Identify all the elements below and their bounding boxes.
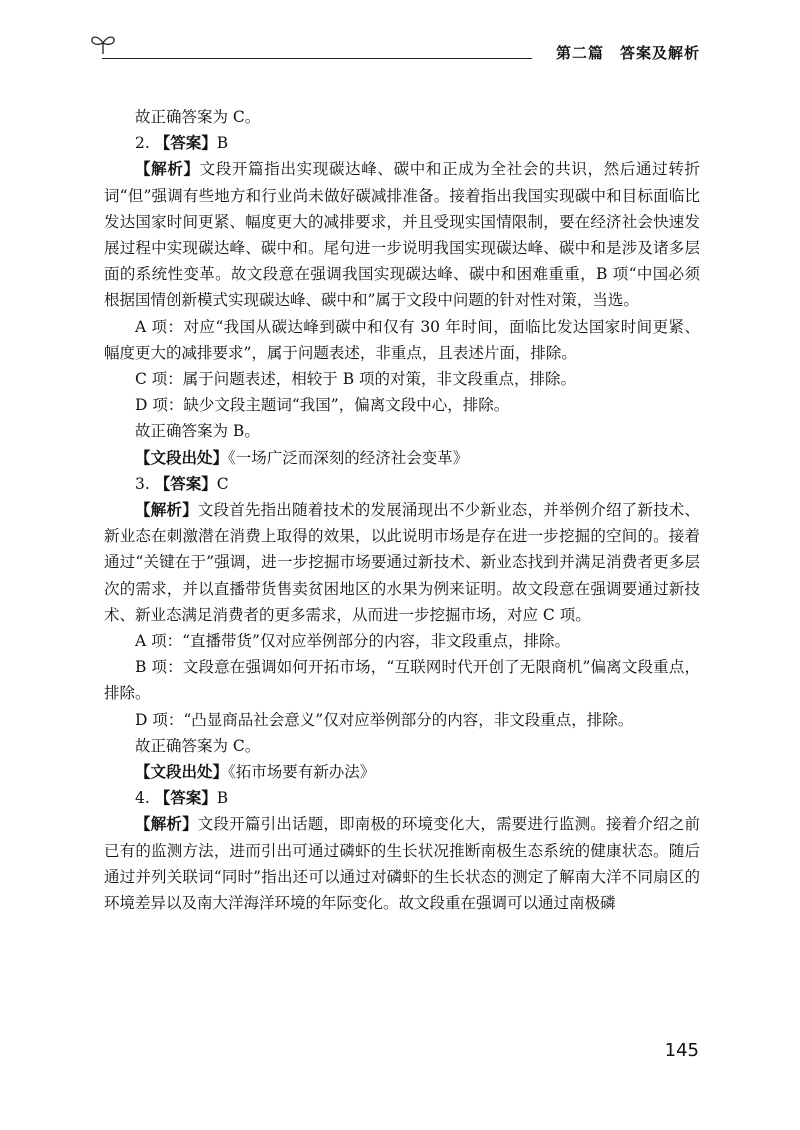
question-number: 3. bbox=[135, 474, 155, 493]
paragraph-text: B 项：文段意在强调如何开拓市场，“互联网时代开创了无限商机”偏离文段重点，排除。 bbox=[104, 658, 700, 703]
paragraph bbox=[104, 314, 700, 366]
answer-tag: 【答案】 bbox=[154, 134, 217, 153]
paragraph bbox=[104, 811, 700, 916]
paragraph-text: 故正确答案为 C。 bbox=[135, 108, 261, 126]
paragraph-text: 文段首先指出随着技术的发展涌现出不少新业态，并举例介绍了新技术、新业态在刺激潜在消费上取得的效果，以此说明市场是存在进一步挖掘的空间的。接着通过“关键在于”强调，进一步挖掘市场要通过新技术、新业态找到并满足消费者更多层次的需求，并以直播带货售卖贫困地区的水果为例来证明。故文段意在强调要通过新技术、新业态满足消费者的更多需求，从而进一步挖掘市场，对应 C 项。 bbox=[104, 501, 700, 624]
analysis-tag: 【解析】 bbox=[135, 815, 198, 834]
answer-tag: 【答案】 bbox=[154, 474, 217, 493]
paragraph bbox=[104, 471, 700, 497]
paragraph-text: 文段开篇指出实现碳达峰、碳中和正成为全社会的共识，然后通过转折词“但”强调有些地方和行业尚未做好碳减排准备。接着指出我国实现碳中和目标面临比发达国家时间更紧、幅度更大的减排要求，并且受现实国情限制，要在经济社会快速发展过程中实现碳达峰、碳中和。尾句进一步说明我国实现碳达峰、碳中和是涉及诸多层面的系统性变革。故文段意在强调我国实现碳达峰、碳中和困难重重，B 项“中国必须根据国情创新模式实现碳达峰、碳中和”属于文段中问题的针对性对策，当选。 bbox=[104, 160, 700, 310]
paragraph-text: C 项：属于问题表述，相较于 B 项的对策，非文段重点，排除。 bbox=[135, 370, 577, 389]
paragraph-text: 故正确答案为 B。 bbox=[135, 422, 260, 441]
paragraph-text: 故正确答案为 C。 bbox=[135, 736, 261, 755]
sprout-icon bbox=[88, 32, 118, 56]
question-number: 2. bbox=[135, 134, 155, 153]
paragraph bbox=[104, 497, 700, 628]
paragraph bbox=[104, 156, 700, 313]
answer-tag: 【答案】 bbox=[154, 789, 217, 808]
page-number: 145 bbox=[664, 1040, 699, 1061]
paragraph-text: D 项：缺少文段主题词“我国”，偏离文段中心，排除。 bbox=[135, 396, 510, 415]
paragraph bbox=[104, 445, 700, 471]
paragraph-text: C bbox=[216, 474, 229, 493]
running-header bbox=[88, 30, 700, 66]
paragraph bbox=[104, 733, 700, 759]
paragraph bbox=[104, 785, 700, 811]
paragraph-text: 文段开篇引出话题，即南极的环境变化大，需要进行监测。接着介绍之前已有的监测方法，进而引出可通过磷虾的生长状况推断南极生态系统的健康状态。随后通过并列关联词“同时”指出还可以通过对磷虾的生长状态的测定了解南大洋不同扇区的环境差异以及南大洋海洋环境的年际变化。故文段重在强调可以通过南极磷 bbox=[104, 815, 700, 913]
answer-content bbox=[104, 104, 700, 916]
question-number: 4. bbox=[135, 789, 155, 808]
paragraph-text: B bbox=[216, 134, 229, 153]
paragraph-text: A 项：对应“我国从碳达峰到碳中和仅有 30 年时间，面临比发达国家时间更紧、幅度更大的减排要求”，属于问题表述，非重点，且表述片面，排除。 bbox=[104, 317, 700, 362]
paragraph bbox=[104, 418, 700, 444]
analysis-tag: 【解析】 bbox=[135, 160, 200, 179]
paragraph bbox=[104, 628, 700, 654]
paragraph-text: B bbox=[216, 789, 229, 808]
analysis-tag: 【解析】 bbox=[135, 501, 198, 520]
header-title: 第二篇 答案及解析 bbox=[555, 44, 700, 62]
source-tag: 【文段出处】 bbox=[135, 448, 229, 467]
paragraph bbox=[104, 366, 700, 392]
paragraph bbox=[104, 707, 700, 733]
paragraph bbox=[104, 130, 700, 156]
paragraph-text: 《拓市场要有新办法》 bbox=[228, 763, 376, 782]
paragraph-text: A 项：“直播带货”仅对应举例部分的内容，非文段重点，排除。 bbox=[135, 632, 570, 651]
paragraph-text: D 项：“凸显商品社会意义”仅对应举例部分的内容，非文段重点，排除。 bbox=[135, 710, 634, 729]
source-tag: 【文段出处】 bbox=[135, 763, 229, 782]
paragraph bbox=[104, 759, 700, 785]
header-rule bbox=[102, 58, 532, 59]
paragraph-text: 《一场广泛而深刻的经济社会变革》 bbox=[228, 448, 469, 467]
paragraph bbox=[104, 654, 700, 706]
paragraph bbox=[104, 392, 700, 418]
paragraph bbox=[104, 104, 700, 130]
